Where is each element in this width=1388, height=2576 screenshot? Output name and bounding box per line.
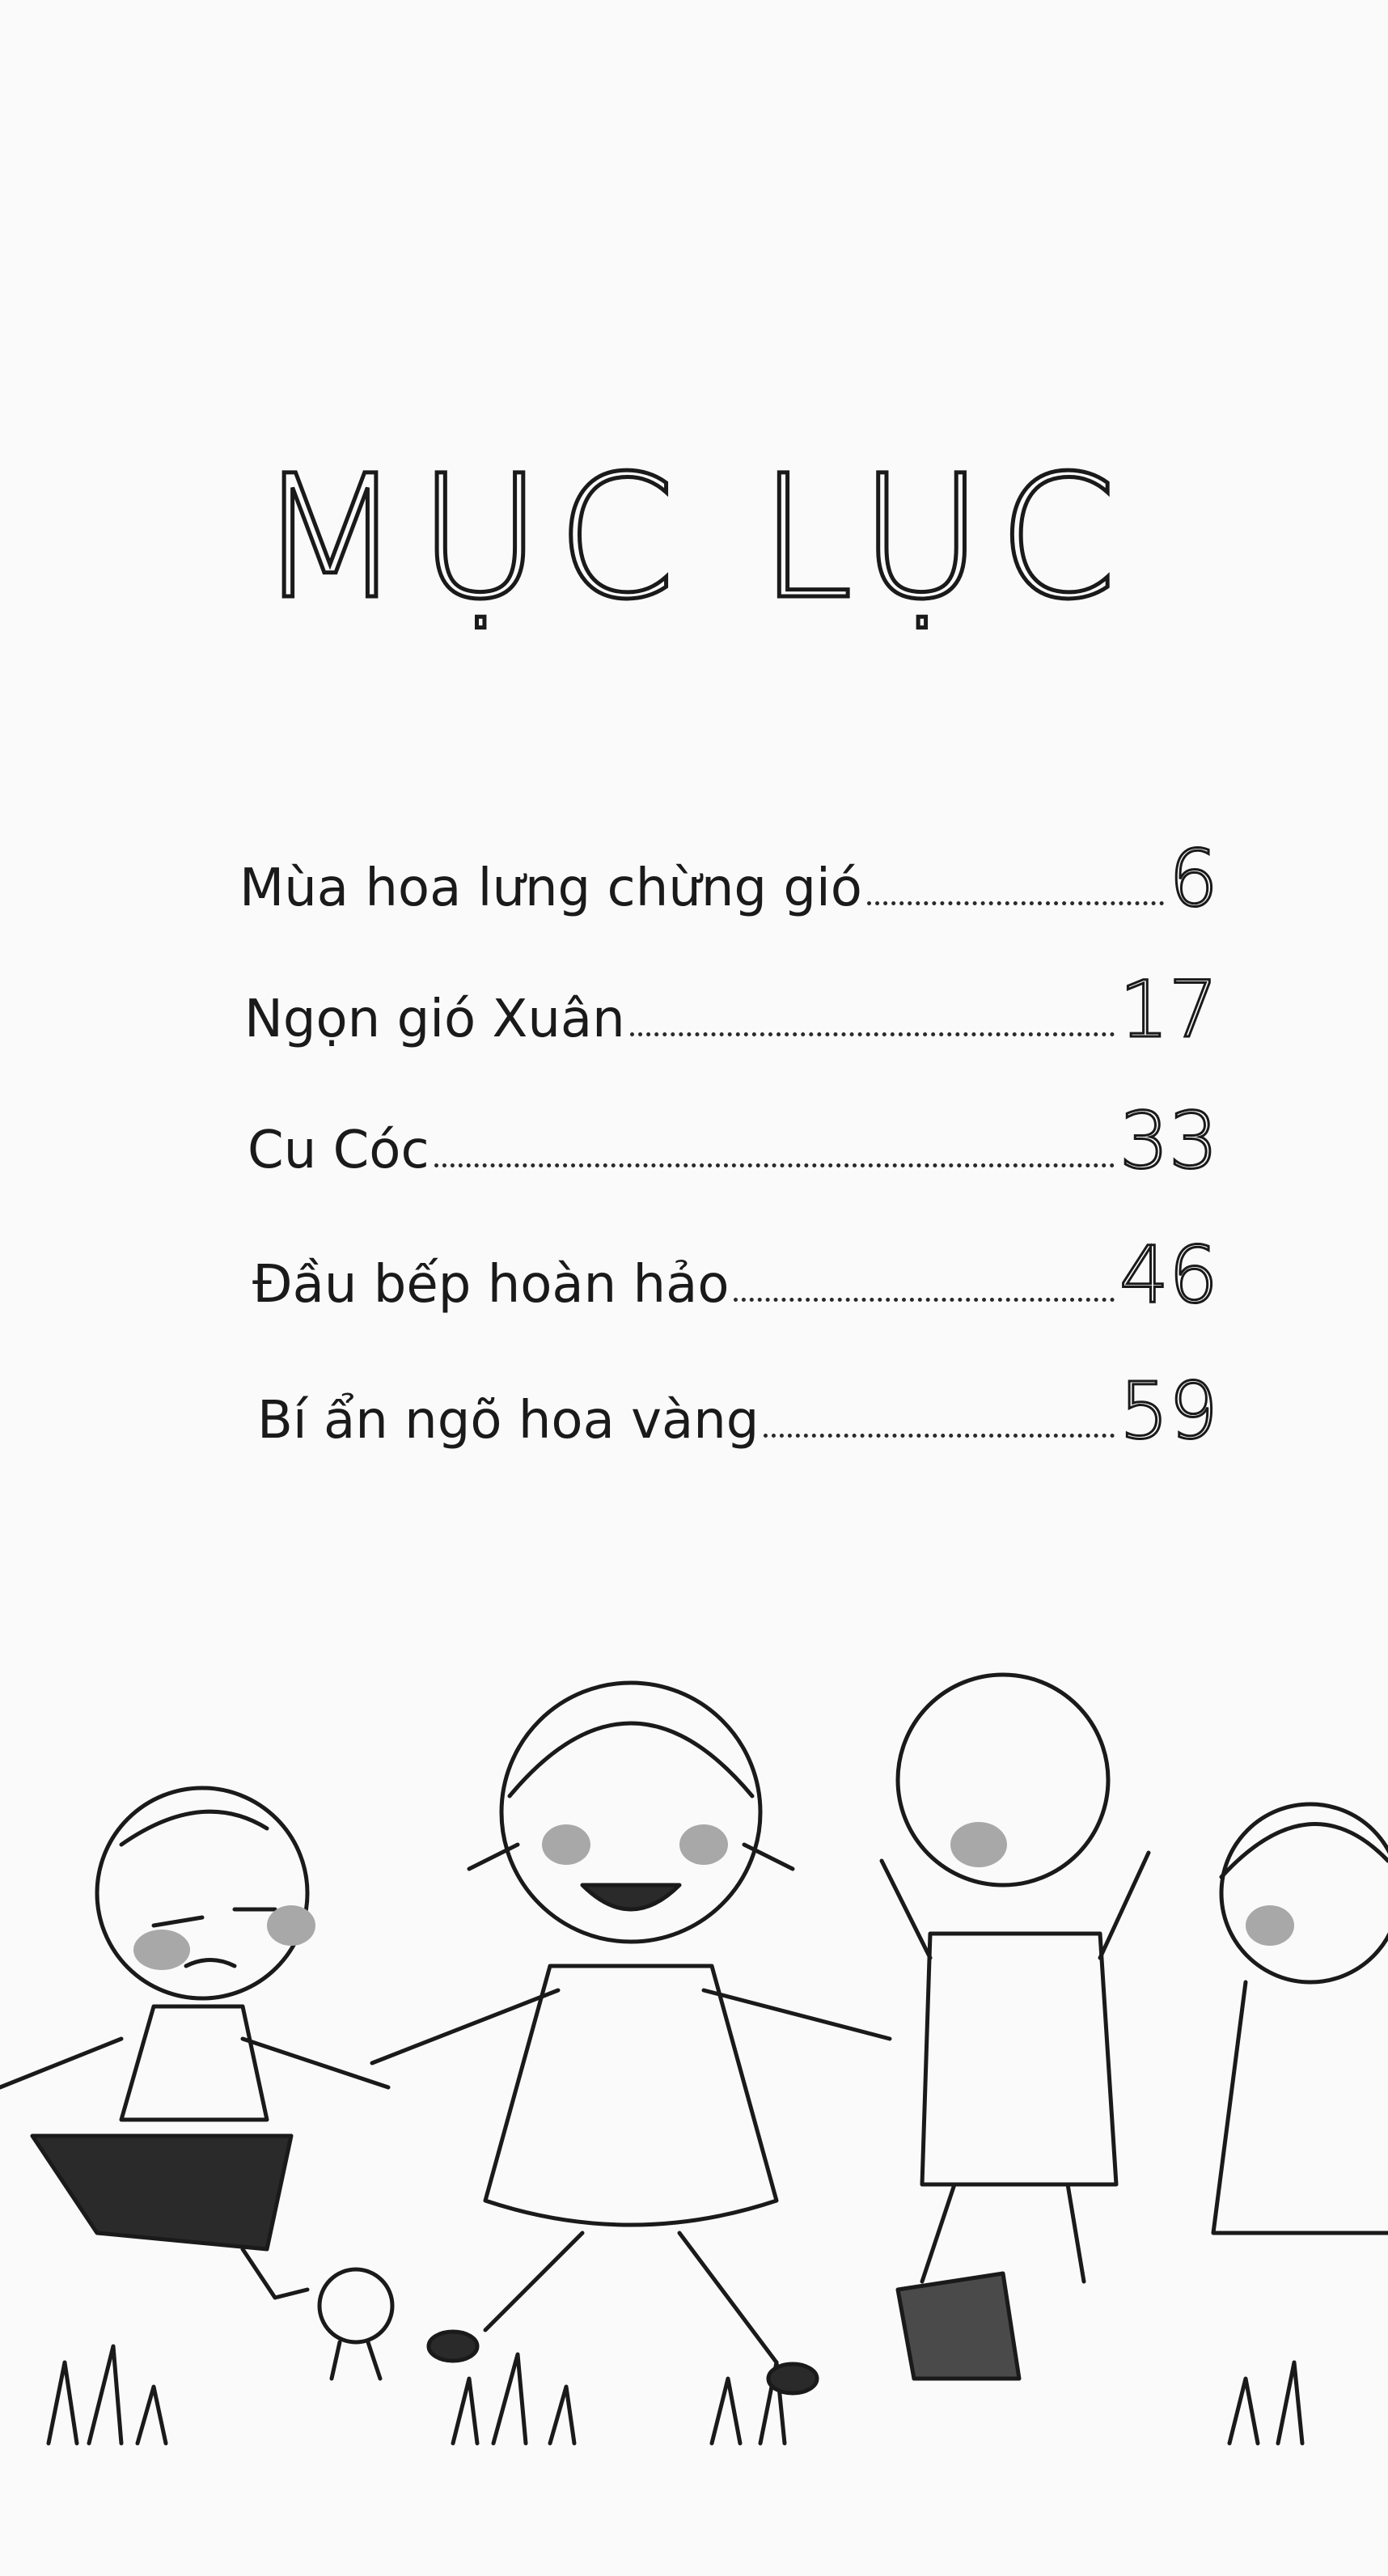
grass-tuft [49, 2346, 166, 2443]
toc-entry[interactable] [248, 1095, 1218, 1184]
toc-leader-dots [434, 1163, 1115, 1167]
toc-entry-title: Mùa hoa lưng chừng gió [239, 858, 862, 918]
toc-leader-dots [630, 1032, 1115, 1036]
toc-entry-title: Cu Cóc [248, 1121, 430, 1180]
toc-entry[interactable] [239, 833, 1218, 922]
toc-entry-page: 46 [1119, 1230, 1218, 1320]
toc-entry-title: Ngọn gió Xuân [244, 989, 625, 1049]
toc-leader-dots [734, 1298, 1114, 1302]
chick [319, 2269, 392, 2342]
children-playing-illustration [0, 1586, 1388, 2576]
grass-tuft [453, 2354, 574, 2443]
toc-entry-page: 33 [1119, 1095, 1218, 1186]
toc-entry-title: Bí ẩn ngõ hoa vàng [257, 1391, 760, 1451]
page-title: MỤC LỤC [256, 439, 1132, 637]
toc-entry[interactable] [257, 1366, 1218, 1455]
toc-leader-dots [764, 1434, 1114, 1438]
grass-tuft [1229, 2362, 1302, 2443]
toc-entry[interactable] [244, 964, 1218, 1053]
toc-entry-title: Đầu bếp hoàn hảo [252, 1255, 730, 1315]
boy-head [97, 1788, 307, 1998]
toc-entry[interactable] [252, 1230, 1218, 1319]
toc-entry-page: 6 [1168, 833, 1218, 924]
girl-right-head [1221, 1804, 1388, 1982]
toc-leader-dots [867, 901, 1164, 905]
toc-entry-page: 59 [1119, 1366, 1218, 1456]
toc-entry-page: 17 [1119, 964, 1218, 1055]
